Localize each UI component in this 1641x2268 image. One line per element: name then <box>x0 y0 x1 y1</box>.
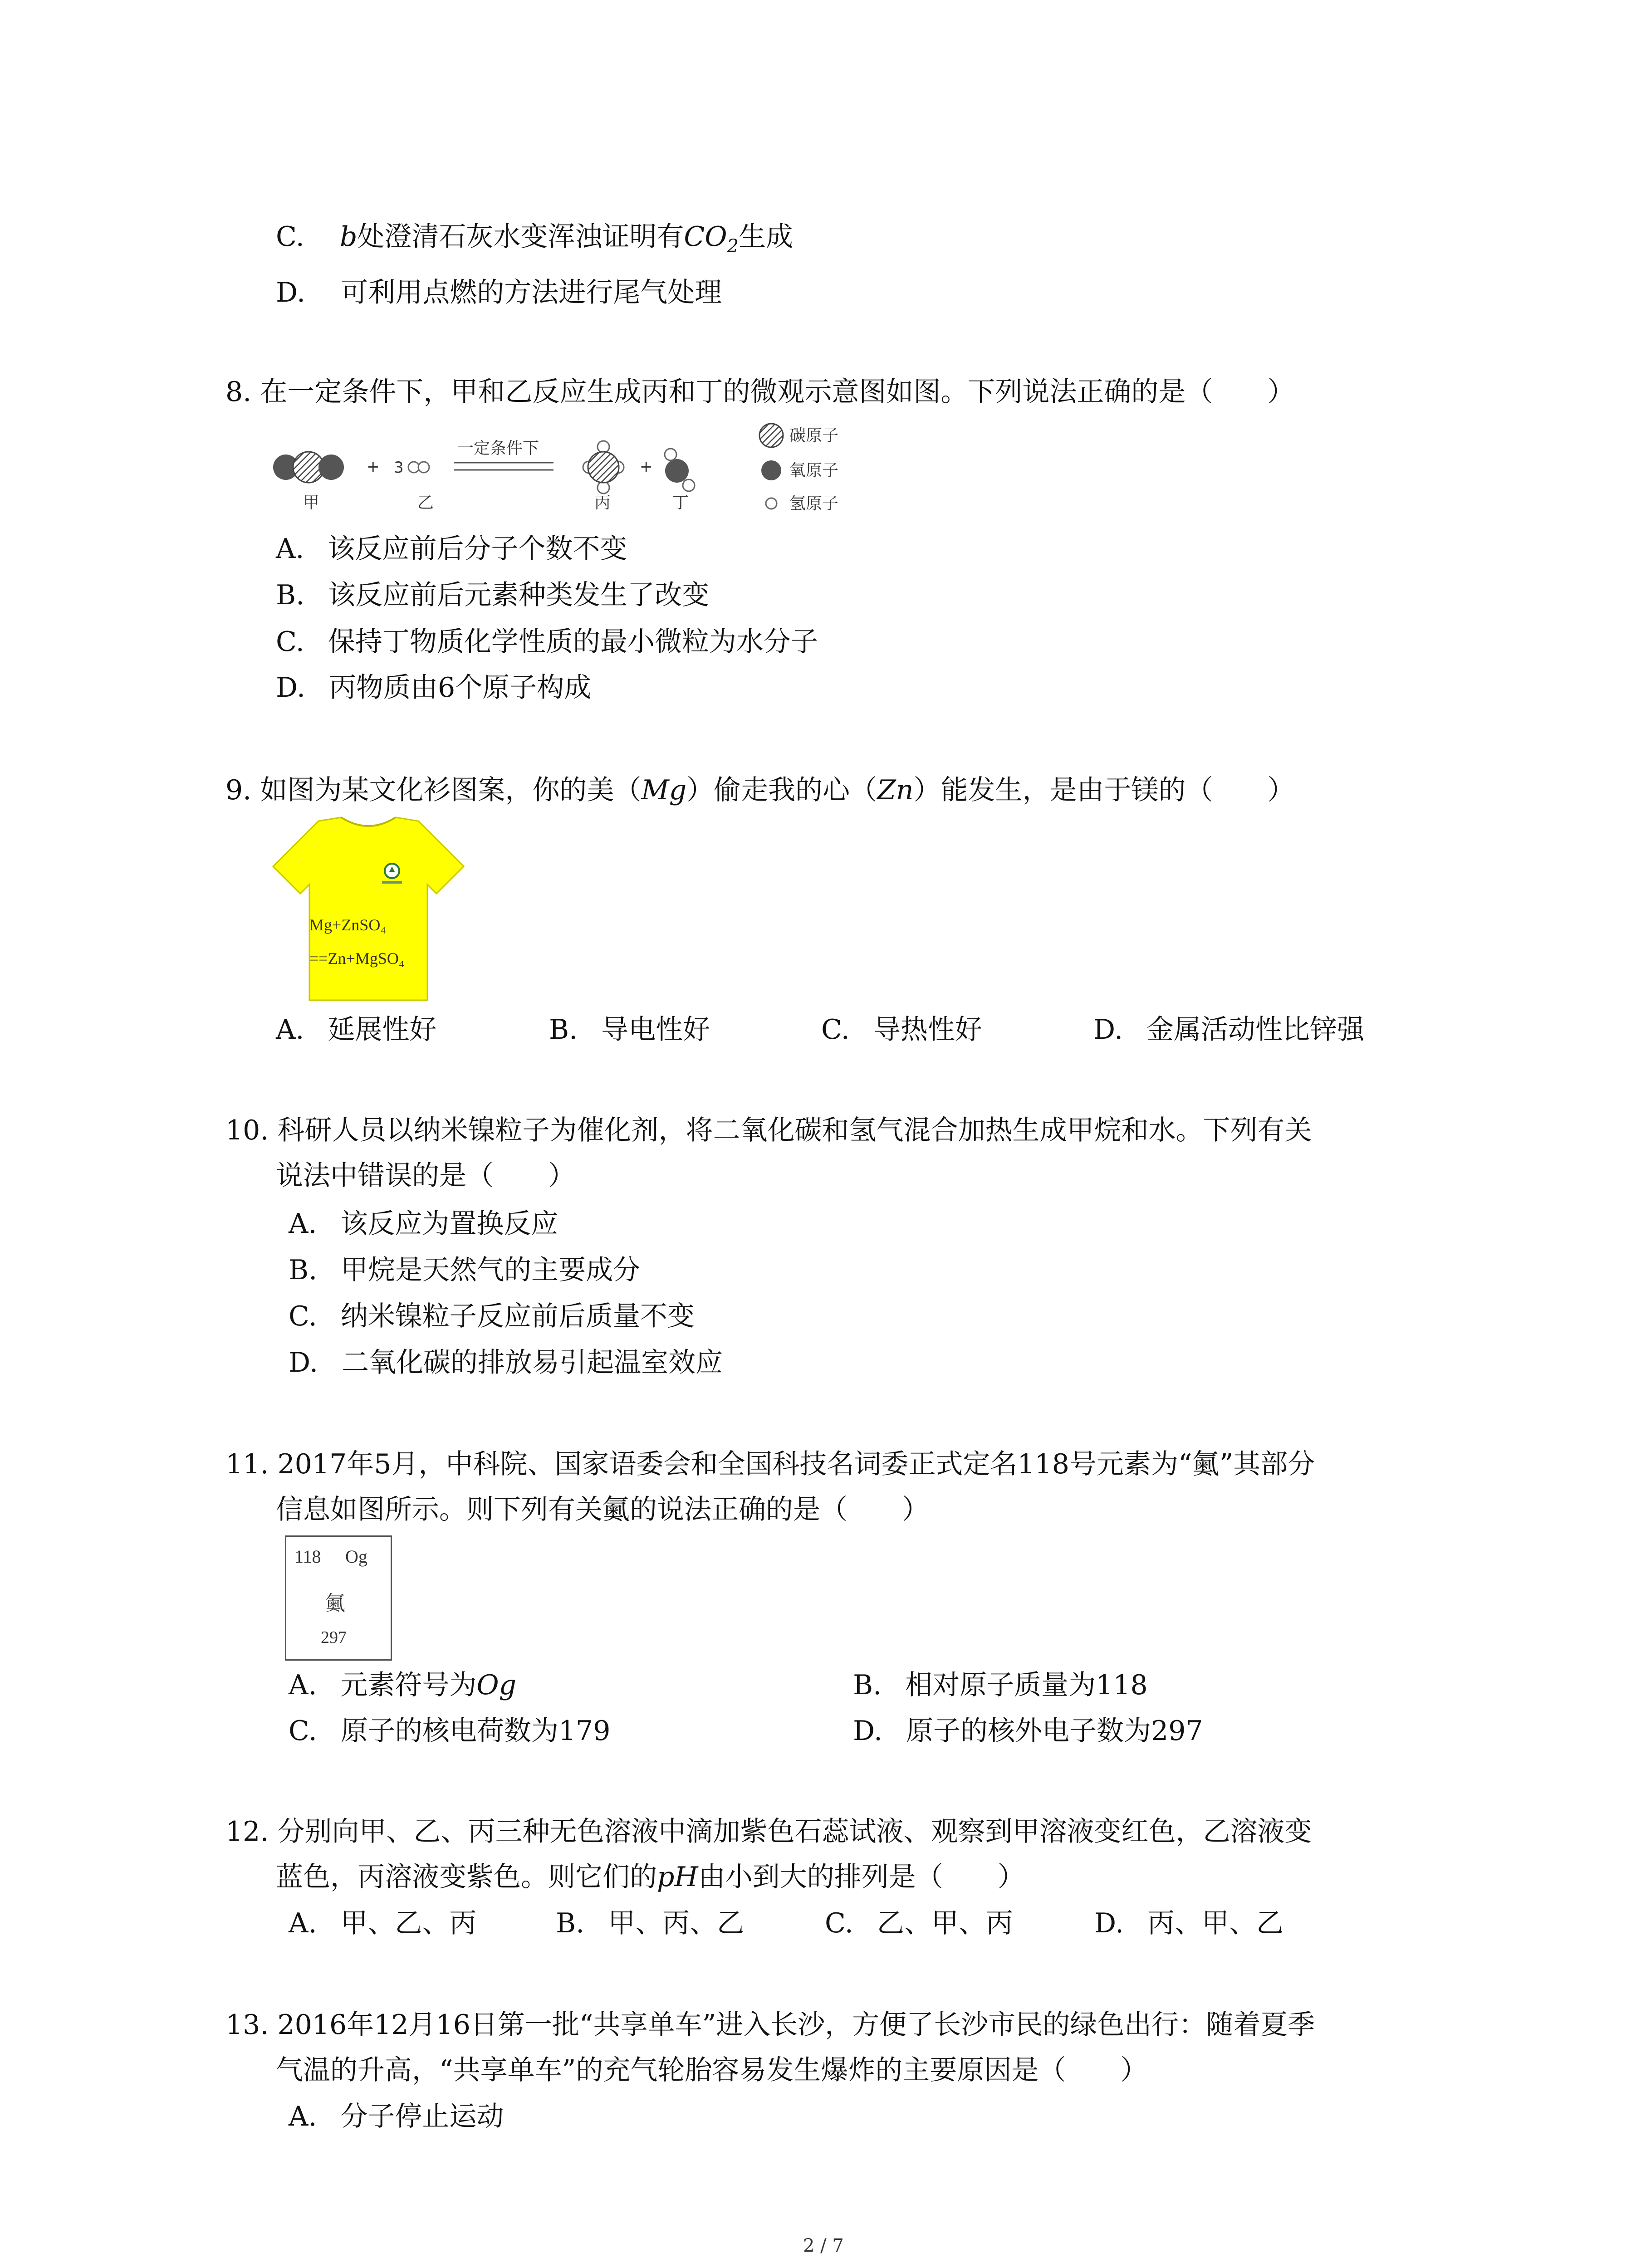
option-letter: A. <box>289 1208 317 1240</box>
formula-sub: 2 <box>727 236 739 257</box>
q13-line2: 气温的升高，“共享单车”的充气轮胎容易发生爆炸的主要原因是（ ） <box>276 2054 1148 2086</box>
stem-part: ）能发生，是由于镁的（ ） <box>913 774 1295 806</box>
q10-option-a <box>289 1208 558 1240</box>
option-letter: D. <box>289 1347 318 1378</box>
option-letter: D. <box>276 672 306 704</box>
option-text: 二氧化碳的排放易引起温室效应 <box>342 1347 723 1378</box>
option-text: 相对原子质量为118 <box>905 1669 1148 1701</box>
option-text-post: 生成 <box>738 221 793 253</box>
option-text: 该反应前后元素种类发生了改变 <box>328 579 710 611</box>
option-letter: C. <box>276 221 304 253</box>
q10-option-d <box>289 1349 723 1376</box>
legend-hydrogen: 氢原子 <box>789 494 839 513</box>
math-ph: pH <box>657 1861 698 1893</box>
label-bing: 丙 <box>594 494 611 512</box>
stem-part: 如图为某文化衫图案，你的美（ <box>260 774 642 806</box>
shirt-equation-line1: Mg+ZnSO₄ <box>309 916 386 934</box>
option-letter: D. <box>1093 1014 1123 1046</box>
option-letter: C. <box>276 626 304 658</box>
option-text: 延展性好 <box>328 1014 437 1046</box>
option-letter: A. <box>289 1669 317 1701</box>
atomic-mass: 297 <box>321 1628 347 1647</box>
q12-option-b <box>556 1907 745 1939</box>
legend-carbon: 碳原子 <box>789 426 839 445</box>
option-letter: C. <box>289 1300 317 1332</box>
q9-option-d <box>1093 1014 1365 1046</box>
question-stem: 科研人员以纳米镍粒子为催化剂，将二氧化碳和氢气混合加热生成甲烷和水。下列有关 <box>277 1114 1312 1146</box>
option-text: 处澄清石灰水变浑浊证明有 <box>357 221 684 253</box>
q8-option-c <box>276 626 818 658</box>
question-stem: 分别向甲、乙、丙三种无色溶液中滴加紫色石蕊试液、观察到甲溶液变红色，乙溶液变 <box>277 1816 1312 1848</box>
option-text: 丙、甲、乙 <box>1147 1907 1284 1939</box>
stem-part: 的说法正确的是（ ） <box>630 1494 929 1525</box>
molecule-ding <box>665 449 695 491</box>
question-stem: 在一定条件下，甲和乙反应生成丙和丁的微观示意图如图。下列说法正确的是（ ） <box>260 376 1295 408</box>
q9-option-b <box>549 1014 710 1046</box>
element-name: 鿫 <box>325 1592 345 1614</box>
element-char: 鿫 <box>1192 1448 1220 1480</box>
molecule-jia <box>273 452 344 483</box>
t-shirt-image <box>269 816 468 1002</box>
stem-part: 蓝色，丙溶液变紫色。则它们的 <box>276 1861 657 1893</box>
option-text: 导电性好 <box>601 1014 710 1046</box>
q11-option-b <box>853 1669 1148 1701</box>
q8-stem <box>225 378 1294 406</box>
label-yi: 乙 <box>417 494 434 512</box>
q12-option-a <box>289 1907 477 1939</box>
shirt-equation-line2: ==Zn+MgSO₄ <box>309 949 405 968</box>
option-letter: A. <box>276 533 304 565</box>
q11-line1 <box>225 1448 1315 1480</box>
q10-option-b <box>289 1256 640 1284</box>
molecule-yi <box>408 462 429 473</box>
element-char: 鿫 <box>603 1494 630 1525</box>
option-text: 元素符号为 <box>340 1669 477 1701</box>
page-number: 2 / 7 <box>803 2235 844 2256</box>
legend-oxygen: 氧原子 <box>789 461 839 480</box>
q10-option-c <box>289 1300 695 1332</box>
option-text: 分子停止运动 <box>340 2101 504 2132</box>
option-letter: A. <box>276 1014 304 1046</box>
option-text: 金属活动性比锌强 <box>1146 1014 1365 1046</box>
q13-option-a <box>289 2103 504 2130</box>
option-text: 保持丁物质化学性质的最小微粒为水分子 <box>328 626 818 658</box>
q10-line2: 说法中错误的是（ ） <box>276 1160 575 1192</box>
atomic-number: 118 <box>294 1546 321 1567</box>
question-number: 10. <box>225 1114 269 1146</box>
q7-option-d <box>276 279 722 306</box>
q8-reaction-diagram <box>268 417 912 522</box>
t-shirt-shape <box>269 816 468 1002</box>
option-letter: A. <box>289 2101 317 2132</box>
option-text: 原子的核外电子数为297 <box>906 1715 1203 1747</box>
q12-option-d <box>1094 1907 1284 1939</box>
q9-option-c <box>821 1014 982 1046</box>
q10-line1 <box>225 1114 1312 1146</box>
q11-option-d <box>853 1717 1203 1745</box>
option-letter: C. <box>821 1014 850 1046</box>
option-letter: B. <box>549 1014 578 1046</box>
element-info-box <box>285 1535 392 1661</box>
math-mg: Mg <box>641 774 687 806</box>
option-text: 该反应前后分子个数不变 <box>328 533 627 565</box>
q9-stem <box>225 774 1295 806</box>
question-stem: 2016年12月16日第一批“共享单车”进入长沙，方便了长沙市民的绿色出行：随着夏季 <box>277 2009 1315 2041</box>
question-number: 12. <box>225 1816 269 1848</box>
option-letter: B. <box>276 579 305 611</box>
plus-sign-2: + <box>640 458 653 476</box>
stem-part: 由小到大的排列是（ ） <box>698 1861 1025 1893</box>
option-letter: C. <box>289 1715 317 1747</box>
label-jia: 甲 <box>303 494 320 512</box>
option-letter: D. <box>853 1715 883 1747</box>
question-stem-end: ”其部分 <box>1219 1448 1315 1480</box>
option-letter: B. <box>289 1254 318 1286</box>
legend <box>759 424 838 513</box>
math-zn: Zn <box>877 774 914 806</box>
question-number: 9. <box>225 774 252 806</box>
q11-option-a <box>289 1669 517 1701</box>
question-number: 11. <box>225 1448 269 1480</box>
option-text: 甲烷是天然气的主要成分 <box>341 1254 641 1286</box>
option-letter: D. <box>1094 1907 1124 1939</box>
q12-line1 <box>225 1816 1312 1848</box>
option-text: 原子的核电荷数为179 <box>340 1715 611 1747</box>
option-text: 甲、乙、丙 <box>340 1907 477 1939</box>
question-number: 13. <box>225 2009 269 2041</box>
option-text: 甲、丙、乙 <box>608 1907 745 1939</box>
math-b: b <box>340 221 358 253</box>
q8-option-b <box>276 579 710 611</box>
option-letter: A. <box>289 1907 317 1939</box>
question-stem: 2017年5月，中科院、国家语委会和全国科技名词委正式定名118号元素为“ <box>277 1448 1192 1480</box>
q11-option-c <box>289 1717 610 1745</box>
q12-option-c <box>825 1907 1013 1939</box>
stem-part: 信息如图所示。则下列有关 <box>276 1494 603 1525</box>
question-number: 8. <box>225 376 252 408</box>
option-text: 可利用点燃的方法进行尾气处理 <box>341 277 722 308</box>
plus-sign-1: + <box>367 458 380 476</box>
formula-co: CO <box>684 221 727 253</box>
element-symbol: Og <box>345 1546 367 1567</box>
option-text: 导热性好 <box>873 1014 982 1046</box>
molecule-bing <box>583 441 624 494</box>
option-letter: B. <box>556 1907 585 1939</box>
option-letter: B. <box>853 1669 882 1701</box>
q8-option-a <box>276 533 627 565</box>
option-letter: D. <box>276 277 306 308</box>
condition-text: 一定条件下 <box>457 439 539 458</box>
option-text: 丙物质由6个原子构成 <box>329 672 592 704</box>
option-letter: C. <box>825 1907 853 1939</box>
q8-option-d <box>276 672 592 704</box>
q9-option-a <box>276 1014 437 1046</box>
option-text: 纳米镍粒子反应前后质量不变 <box>340 1300 695 1332</box>
q12-line2 <box>276 1863 1025 1891</box>
coefficient-3: 3 <box>394 459 404 477</box>
q7-option-c <box>276 221 793 257</box>
q13-line1 <box>225 2009 1315 2041</box>
stem-part: ）偷走我的心（ <box>686 774 877 806</box>
math-og: Og <box>476 1669 517 1701</box>
option-text: 乙、甲、丙 <box>877 1907 1013 1939</box>
option-text: 该反应为置换反应 <box>340 1208 558 1240</box>
q11-line2 <box>276 1496 929 1523</box>
label-ding: 丁 <box>672 494 689 512</box>
